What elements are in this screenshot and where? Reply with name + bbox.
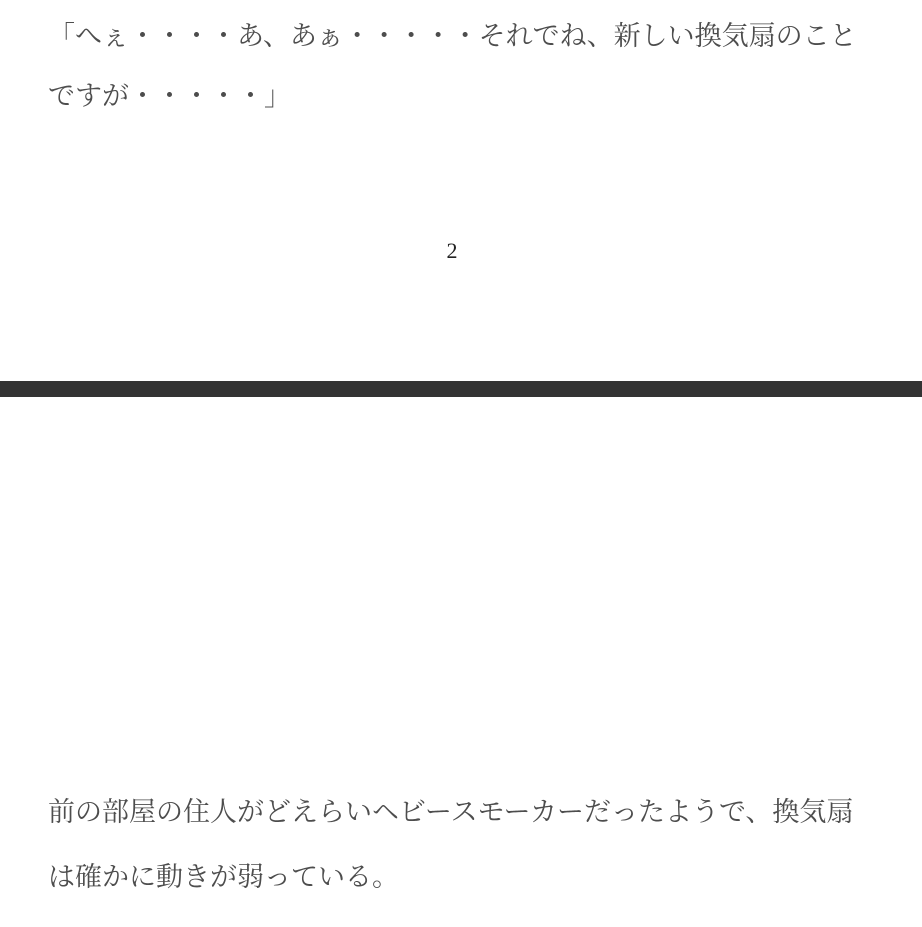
page-bottom-paragraph: [48, 780, 892, 910]
paragraph-line: 「へぇ・・・・あ、あぁ・・・・・それでね、新しい換気扇のこと: [48, 21, 857, 51]
paragraph-line: 前の部屋の住人がどえらいヘビースモーカーだったようで、換気扇: [48, 797, 854, 827]
page-bottom: [0, 397, 922, 927]
paragraph-line: ですが・・・・・」: [48, 81, 291, 111]
page-number: 2: [446, 238, 458, 263]
page-top-paragraph: [48, 6, 892, 126]
paragraph-line: は確かに動きが弱っている。: [48, 862, 399, 892]
page-separator-bar: [0, 381, 922, 397]
page-top: [0, 0, 922, 381]
